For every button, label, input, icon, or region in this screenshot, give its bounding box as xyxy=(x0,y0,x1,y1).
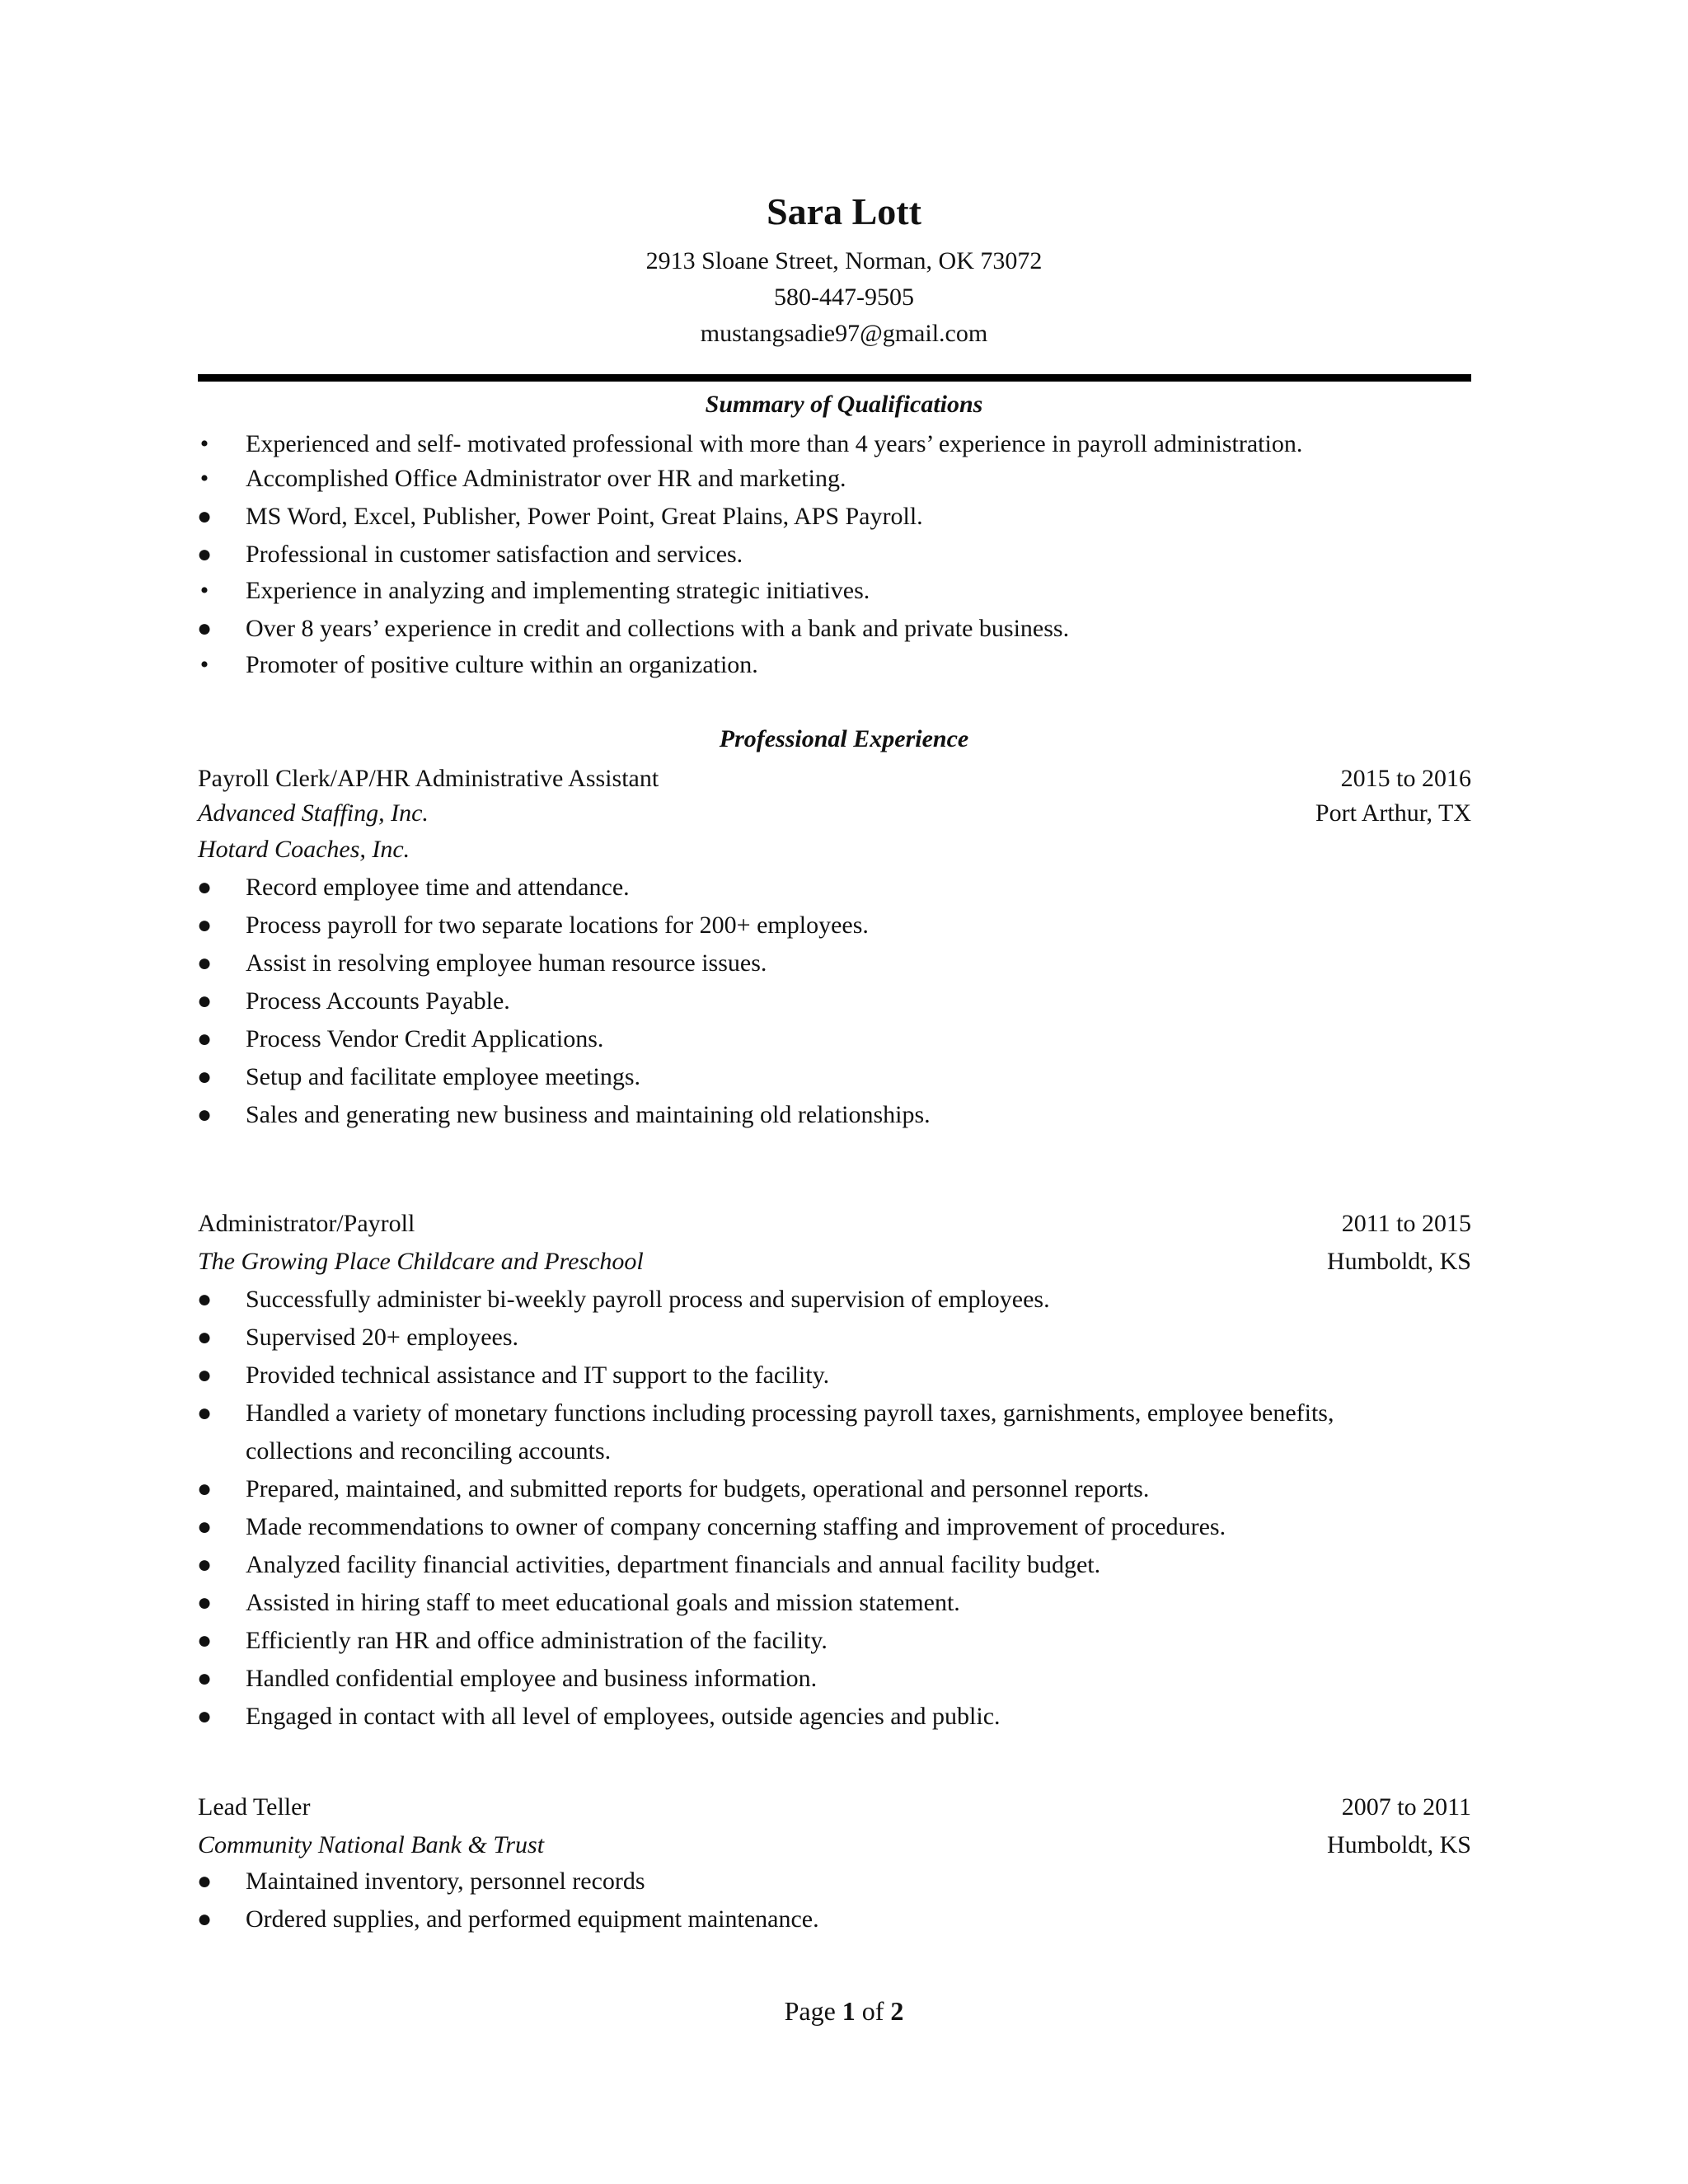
bullet-icon: ● xyxy=(196,1665,213,1692)
of-label: of xyxy=(861,1996,884,2026)
job-title: Payroll Clerk/AP/HR Administrative Assistant xyxy=(198,765,659,792)
job-duty: Setup and facilitate employee meetings. xyxy=(246,1063,641,1090)
bullet-icon: ● xyxy=(196,912,213,939)
job-duty: Sales and generating new business and maintaining old relationships. xyxy=(246,1101,931,1128)
bullet-icon: ● xyxy=(196,1324,213,1351)
bullet-icon: ● xyxy=(196,615,213,642)
experience-heading: Professional Experience xyxy=(719,725,969,752)
summary-item: Professional in customer satisfaction and services. xyxy=(246,541,743,568)
job-location: Humboldt, KS xyxy=(1326,1831,1471,1858)
header-divider xyxy=(198,374,1471,382)
job-duty: Efficiently ran HR and office administration of the facility. xyxy=(246,1627,828,1654)
summary-item: Promoter of positive culture within an organization. xyxy=(246,651,758,678)
bullet-icon: • xyxy=(199,430,209,457)
bullet-icon: ● xyxy=(196,1286,213,1313)
page-total: 2 xyxy=(890,1996,904,2026)
address: 2913 Sloane Street, Norman, OK 73072 xyxy=(645,247,1043,274)
page-current: 1 xyxy=(842,1996,856,2026)
bullet-icon: ● xyxy=(196,949,213,977)
job-duty: Assist in resolving employee human resource issues. xyxy=(246,949,767,977)
bullet-icon: ● xyxy=(196,1868,213,1895)
job-duty: Provided technical assistance and IT support to the facility. xyxy=(246,1361,830,1389)
summary-heading: Summary of Qualifications xyxy=(705,391,983,418)
bullet-icon: ● xyxy=(196,1513,213,1540)
bullet-icon: ● xyxy=(196,1101,213,1128)
job-dates: 2011 to 2015 xyxy=(1341,1210,1471,1237)
bullet-icon: • xyxy=(199,651,209,678)
job-duty: Analyzed facility financial activities, department financials and annual facility budget. xyxy=(246,1551,1101,1578)
summary-item: Experience in analyzing and implementing strategic initiatives. xyxy=(246,577,870,604)
bullet-icon: ● xyxy=(196,503,213,530)
job-duty: Assisted in hiring staff to meet educational goals and mission statement. xyxy=(246,1589,960,1616)
bullet-icon: ● xyxy=(196,1703,213,1730)
bullet-icon: • xyxy=(199,577,209,604)
bullet-icon: ● xyxy=(196,1905,213,1933)
job-duty: Ordered supplies, and performed equipment maintenance. xyxy=(246,1905,819,1933)
phone: 580-447-9505 xyxy=(774,284,914,311)
job-duty: Handled a variety of monetary functions including processing payroll taxes, garnishments, employee benefits, xyxy=(246,1399,1334,1427)
page-label: Page xyxy=(784,1996,836,2026)
job-duty: Made recommendations to owner of company concerning staffing and improvement of procedures. xyxy=(246,1513,1226,1540)
job-location: Port Arthur, TX xyxy=(1315,799,1471,827)
job-dates: 2015 to 2016 xyxy=(1340,765,1471,792)
bullet-icon: ● xyxy=(196,1627,213,1654)
job-dates: 2007 to 2011 xyxy=(1341,1793,1471,1821)
job-title: Administrator/Payroll xyxy=(198,1210,415,1237)
job-duty: Engaged in contact with all level of employees, outside agencies and public. xyxy=(246,1703,1001,1730)
company-name: The Growing Place Childcare and Preschool xyxy=(198,1248,644,1275)
company-name: Community National Bank & Trust xyxy=(198,1831,545,1858)
bullet-icon: ● xyxy=(196,987,213,1015)
job-duty: Process Accounts Payable. xyxy=(246,987,510,1015)
job-duty: Process Vendor Credit Applications. xyxy=(246,1025,604,1052)
job-duty: Prepared, maintained, and submitted reports for budgets, operational and personnel reports. xyxy=(246,1475,1150,1502)
bullet-icon: • xyxy=(199,465,209,492)
page-number xyxy=(0,1996,1688,2027)
job-duty: Handled confidential employee and business information. xyxy=(246,1665,818,1692)
job-title: Lead Teller xyxy=(198,1793,311,1821)
job-location: Humboldt, KS xyxy=(1326,1248,1471,1275)
bullet-icon: ● xyxy=(196,1475,213,1502)
summary-item: Accomplished Office Administrator over HR and marketing. xyxy=(246,465,846,492)
bullet-icon: ● xyxy=(196,1551,213,1578)
job-duty: Record employee time and attendance. xyxy=(246,874,630,901)
email: mustangsadie97@gmail.com xyxy=(700,320,988,347)
bullet-icon: ● xyxy=(196,874,213,901)
bullet-icon: ● xyxy=(196,1589,213,1616)
summary-item: Experienced and self- motivated professional with more than 4 years’ experience in payroll administration. xyxy=(246,430,1303,457)
job-duty: Process payroll for two separate locations for 200+ employees. xyxy=(246,912,869,939)
job-duty: Successfully administer bi-weekly payroll process and supervision of employees. xyxy=(246,1286,1050,1313)
bullet-icon: ● xyxy=(196,1361,213,1389)
company-name: Advanced Staffing, Inc. xyxy=(198,799,429,827)
bullet-icon: ● xyxy=(196,1063,213,1090)
bullet-icon: ● xyxy=(196,1025,213,1052)
job-duty-continuation: collections and reconciling accounts. xyxy=(246,1437,612,1465)
bullet-icon: ● xyxy=(196,541,213,568)
bullet-icon: ● xyxy=(196,1399,213,1427)
job-duty: Maintained inventory, personnel records xyxy=(246,1868,645,1895)
company-name: Hotard Coaches, Inc. xyxy=(198,836,410,863)
summary-item: Over 8 years’ experience in credit and collections with a bank and private business. xyxy=(246,615,1070,642)
candidate-name: Sara Lott xyxy=(767,190,921,232)
job-duty: Supervised 20+ employees. xyxy=(246,1324,519,1351)
summary-item: MS Word, Excel, Publisher, Power Point, Great Plains, APS Payroll. xyxy=(246,503,923,530)
